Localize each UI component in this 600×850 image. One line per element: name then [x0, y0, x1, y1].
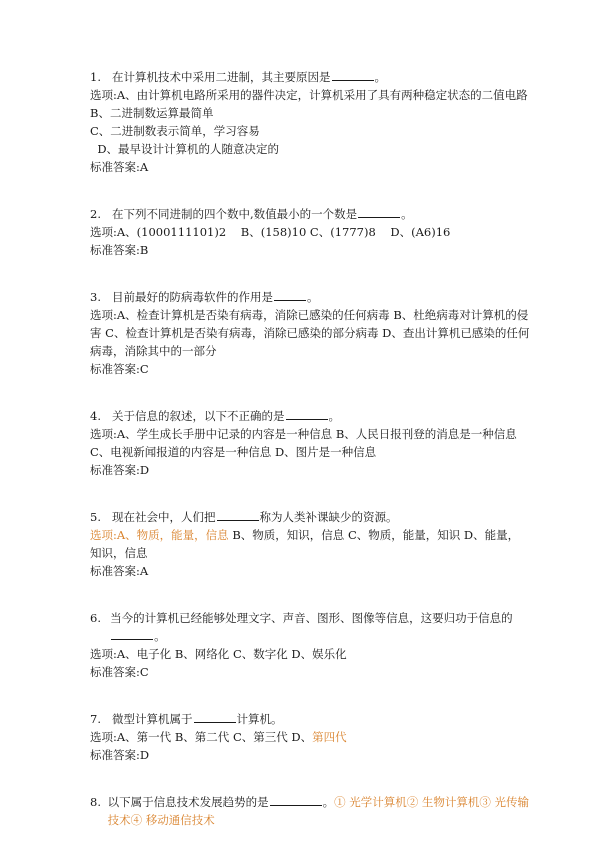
question-7: [90, 710, 530, 764]
question-7-number: 7.: [90, 712, 101, 726]
answer-blank: [358, 205, 400, 218]
question-2-options: 选项:A、(1000111101)2 B、(158)10 C、(1777)8 D、(A6)16: [90, 225, 451, 239]
question-6: [90, 609, 530, 681]
question-2-number: 2.: [90, 207, 101, 221]
question-1-number: 1.: [90, 70, 101, 84]
question-5-answer: 标准答案:A: [90, 564, 149, 578]
question-1-option-a: 选项:A、由计算机电路所采用的器件决定，计算机采用了具有两种稳定状态的二值电路: [90, 88, 528, 102]
question-1-answer: 标准答案:A: [90, 160, 149, 174]
question-3-answer: 标准答案:C: [90, 362, 149, 376]
answer-blank: [270, 793, 322, 806]
answer-blank: [332, 68, 374, 81]
question-4-options: 选项:A、学生成长手册中记录的内容是一种信息 B、人民日报刊登的消息是一种信息 C、电视新闻报道的内容是一种信息 D、图片是一种信息: [90, 427, 521, 459]
question-8-highlighted-options: ① 光学计算机② 生物计算机③ 光传输技术④ 移动通信技术: [107, 795, 530, 827]
question-5-title: 5. 现在社会中，人们把 称为人类补课缺少的资源。: [90, 510, 398, 524]
answer-blank: [274, 288, 306, 301]
question-5-options: [90, 526, 530, 562]
question-1-option-d: D、最早设计计算机的人随意决定的: [90, 142, 280, 156]
question-8-number: 8.: [90, 795, 101, 809]
question-4-title: 4. 关于信息的叙述，以下不正确的是 。: [90, 409, 340, 423]
question-7-stem: 微型计算机属于: [112, 712, 193, 726]
answer-blank: [217, 508, 259, 521]
question-5-other-options: B、物质，知识，信息 C、物质，能量，知识 D、能量，知识，信息: [90, 528, 520, 560]
question-8-title: 8. 以下属于信息技术发展趋势的是 。① 光学计算机② 生物计算机③ 光传输技术④ 移动通信技术: [90, 795, 530, 827]
question-6-answer: 标准答案:C: [90, 665, 149, 679]
question-7-highlighted-option: 第四代: [312, 730, 347, 744]
question-3: [90, 288, 530, 378]
question-6-title: 6. 当今的计算机已经能够处理文字、声音、图形、图像等信息，这要归功于信息的。: [90, 611, 513, 643]
question-2: [90, 205, 530, 259]
question-1: [90, 68, 530, 176]
question-2-stem: 在下列不同进制的四个数中,数值最小的一个数是: [112, 207, 358, 221]
question-1-title: 1. 在计算机技术中采用二进制，其主要原因是 。: [90, 70, 386, 84]
question-8-stem: 以下属于信息技术发展趋势的是: [107, 795, 269, 809]
question-7-options: [90, 728, 530, 746]
document-page: [90, 68, 530, 829]
question-3-title: 3. 目前最好的防病毒软件的作用是 。: [90, 290, 319, 304]
question-2-title: 2. 在下列不同进制的四个数中,数值最小的一个数是 。: [90, 207, 413, 221]
question-4-number: 4.: [90, 409, 101, 423]
question-7-plain-options: 选项:A、第一代 B、第二代 C、第三代 D、: [90, 730, 313, 744]
question-4-answer: 标准答案:D: [90, 463, 150, 477]
question-6-options: 选项:A、电子化 B、网络化 C、数字化 D、娱乐化: [90, 647, 347, 661]
answer-blank: [286, 407, 328, 420]
question-3-stem: 目前最好的防病毒软件的作用是: [112, 290, 273, 304]
question-5-number: 5.: [90, 510, 101, 524]
question-7-answer: 标准答案:D: [90, 748, 150, 762]
question-7-title: 7. 微型计算机属于 计算机。: [90, 712, 283, 726]
question-6-stem: 当今的计算机已经能够处理文字、声音、图形、图像等信息，这要归功于信息的: [110, 611, 513, 625]
answer-blank: [194, 710, 236, 723]
question-1-option-c: C、二进制数表示简单，学习容易: [90, 124, 260, 138]
question-5-stem: 现在社会中，人们把: [112, 510, 216, 524]
question-6-number: 6.: [90, 611, 101, 625]
question-5: [90, 508, 530, 580]
question-1-option-b: B、二进制数运算最简单: [90, 106, 214, 120]
question-3-number: 3.: [90, 290, 101, 304]
question-1-stem: 在计算机技术中采用二进制，其主要原因是: [112, 70, 331, 84]
question-3-options: 选项:A、检查计算机是否染有病毒，消除已感染的任何病毒 B、杜绝病毒对计算机的侵害 C、检查计算机是否染有病毒，消除已感染的部分病毒 D、查出计算机已感染的任何病毒，消除其中的一部分: [90, 308, 530, 358]
question-4-stem: 关于信息的叙述，以下不正确的是: [112, 409, 285, 423]
question-2-answer: 标准答案:B: [90, 243, 149, 257]
question-8: [90, 793, 530, 829]
answer-blank: [111, 627, 153, 640]
question-5-highlighted-option: 选项:A、物质，能量，信息: [90, 528, 229, 542]
question-4: [90, 407, 530, 479]
